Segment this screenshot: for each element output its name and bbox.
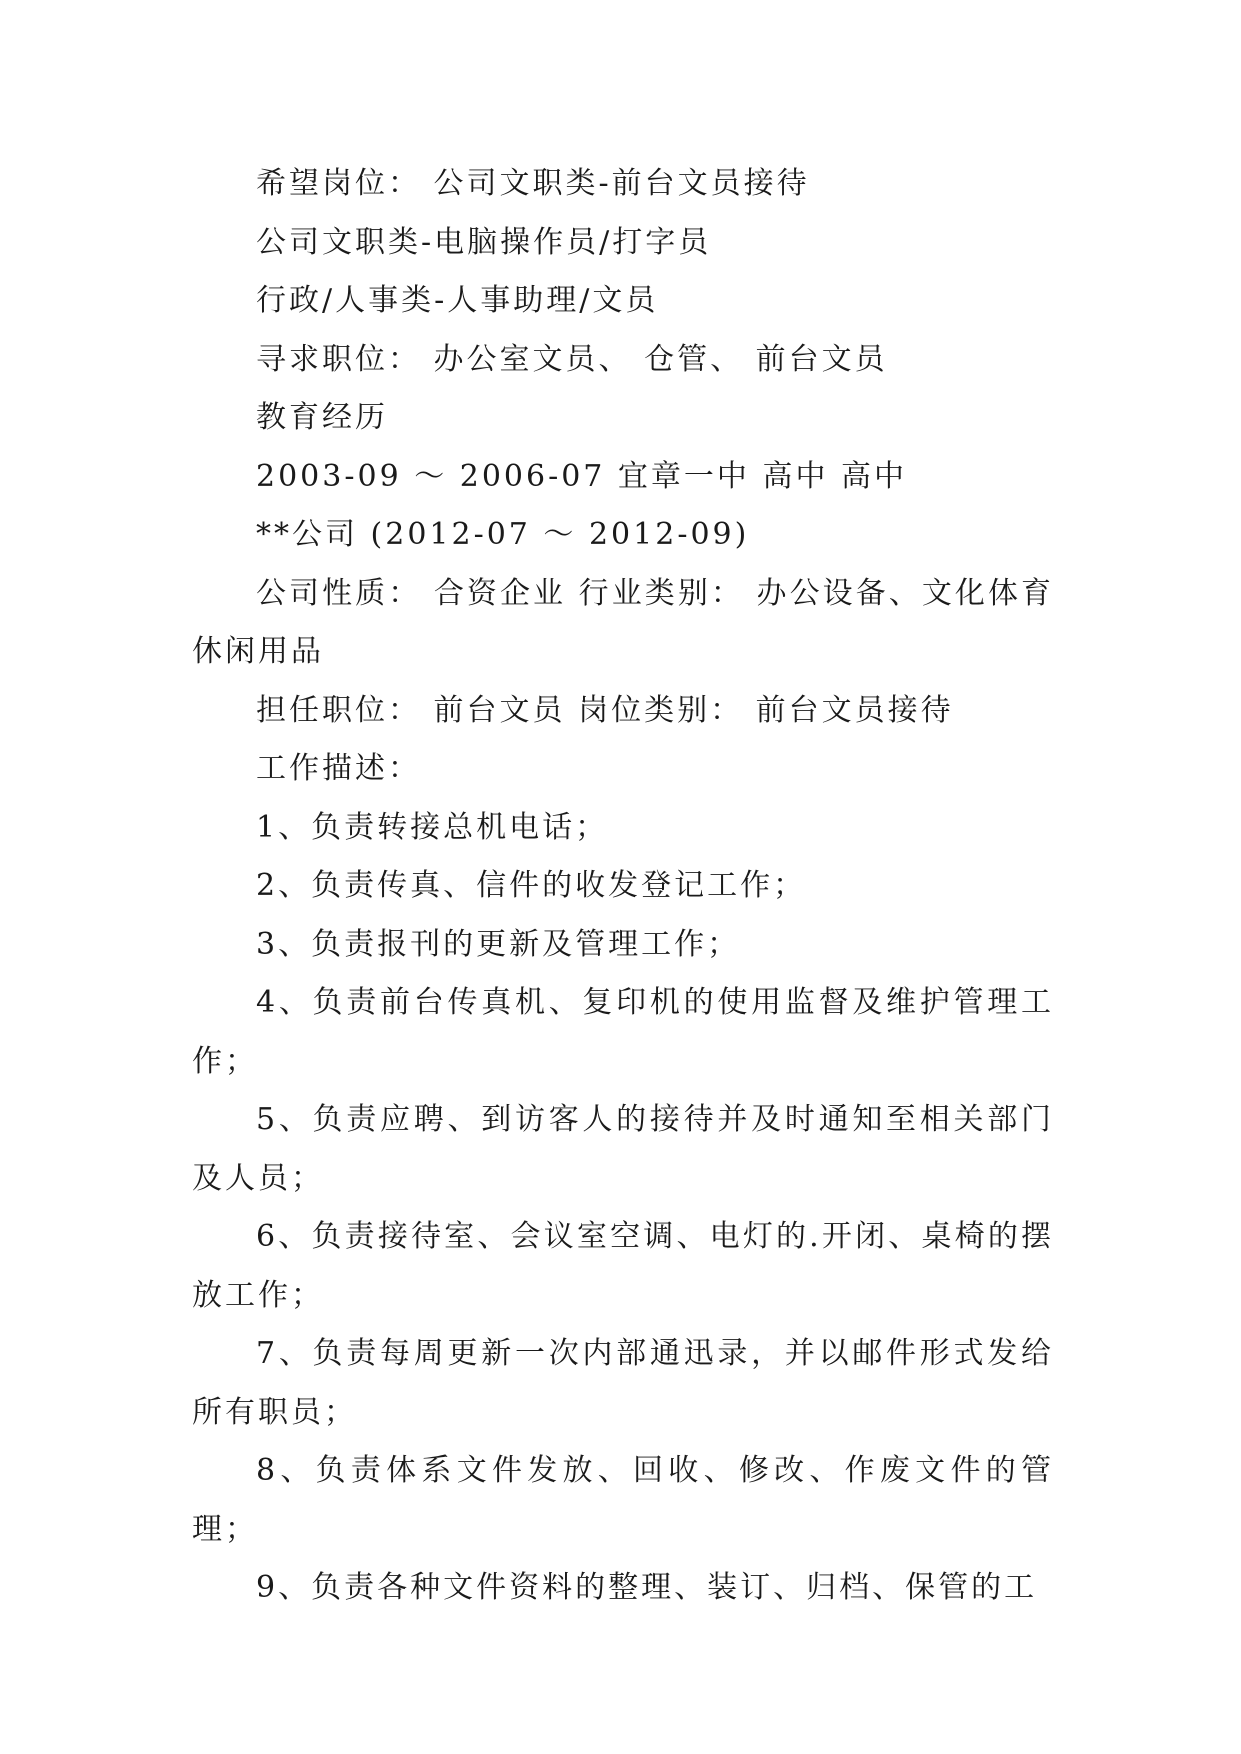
list-item-duty-5: 5、负责应聘、到访客人的接待并及时通知至相关部门及人员；	[192, 1102, 1054, 1196]
section-heading-education: 教育经历	[256, 400, 388, 435]
list-item-duty-8: 8、负责体系文件发放、回收、修改、作废文件的管理；	[192, 1453, 1054, 1547]
list-item-duty-3: 3、负责报刊的更新及管理工作；	[256, 926, 741, 962]
paragraph-job-description-heading: 工作描述：	[256, 751, 421, 786]
list-item-duty-4: 4、负责前台传真机、复印机的使用监督及维护管理工作；	[192, 985, 1054, 1079]
list-item-duty-9: 9、负责各种文件资料的整理、装订、归档、保管的工	[256, 1570, 1038, 1605]
list-item-duty-7: 7、负责每周更新一次内部通迅录，并以邮件形式发给所有职员；	[192, 1336, 1054, 1430]
paragraph-company-entry: **公司 (2012-07 ～ 2012-09)	[256, 517, 750, 552]
list-item-duty-2: 2、负责传真、信件的收发登记工作；	[256, 868, 807, 903]
paragraph-position-clerical-typist: 公司文职类-电脑操作员/打字员	[256, 224, 712, 260]
paragraph-company-nature: 公司性质： 合资企业 行业类别： 办公设备、文化体育休闲用品	[192, 575, 1054, 669]
paragraph-desired-position: 希望岗位： 公司文职类-前台文员接待	[256, 166, 810, 201]
paragraph-seeking-position: 寻求职位： 办公室文员、 仓管、 前台文员	[256, 341, 888, 377]
paragraph-education-entry: 2003-09 ～ 2006-07 宜章一中 高中 高中	[256, 458, 907, 494]
list-item-duty-6: 6、负责接待室、会议室空调、电灯的.开闭、桌椅的摆放工作；	[192, 1219, 1054, 1313]
paragraph-job-title: 担任职位： 前台文员 岗位类别： 前台文员接待	[256, 692, 954, 728]
paragraph-position-hr-assistant: 行政/人事类-人事助理/文员	[256, 283, 659, 318]
list-item-duty-1: 1、负责转接总机电话；	[256, 809, 609, 845]
document-body	[192, 155, 1054, 1618]
